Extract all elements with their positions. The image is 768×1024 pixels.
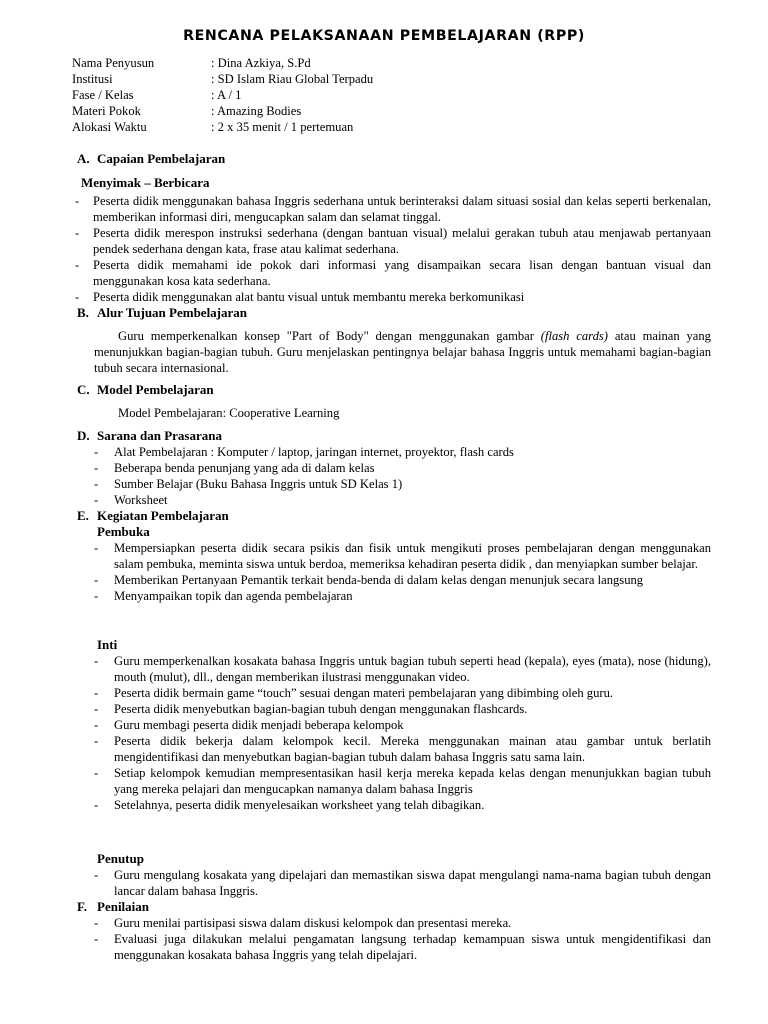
alur-paragraph: Guru memperkenalkan konsep "Part of Body" dengan menggunakan gambar (flash cards) atau mainan yang menunjukkan bagian-bagian tubuh. Guru menjelaskan pentingnya belajar bahasa Inggris untuk memahami bagian-bagian tubuh secara internasional. <box>94 329 711 375</box>
section-a-subtitle: Menyimak – Berbicara <box>81 175 210 190</box>
list-item: - Sumber Belajar (Buku Bahasa Inggris untuk SD Kelas 1) <box>94 477 403 491</box>
meta-row <box>72 87 373 103</box>
penilaian-list <box>91 915 711 963</box>
section-letter: B. <box>77 305 89 320</box>
pembuka-list <box>91 540 711 604</box>
sarana-list <box>91 444 711 508</box>
section-c-heading <box>77 382 214 398</box>
list-item: - Alat Pembelajaran : Komputer / laptop, jaringan internet, proyektor, flash cards <box>94 445 514 459</box>
meta-label: Nama Penyusun <box>72 56 155 70</box>
meta-label: Alokasi Waktu <box>72 120 147 134</box>
list-item: - Guru mengulang kosakata yang dipelajari dan memastikan siswa dapat mengulangi nama-nama bagian tubuh dengan lancar dalam bahasa Inggris. <box>94 868 711 898</box>
section-title: Sarana dan Prasarana <box>97 428 222 443</box>
meta-block <box>72 55 373 135</box>
list-item: - Peserta didik menggunakan alat bantu visual untuk membantu mereka berkomunikasi <box>75 290 525 304</box>
list-item: - Beberapa benda penunjang yang ada di dalam kelas <box>94 461 375 475</box>
inti-list <box>91 653 711 813</box>
penutup-list <box>91 867 711 899</box>
pembuka-title: Pembuka <box>97 524 150 539</box>
section-title: Kegiatan Pembelajaran <box>97 508 229 523</box>
list-item: - Worksheet <box>94 493 168 507</box>
meta-value: : A / 1 <box>211 88 242 102</box>
meta-row <box>72 71 373 87</box>
section-letter: A. <box>77 151 90 166</box>
section-title: Model Pembelajaran <box>97 382 214 397</box>
section-letter: F. <box>77 899 87 914</box>
meta-row <box>72 103 373 119</box>
section-title: Alur Tujuan Pembelajaran <box>97 305 248 320</box>
section-b-heading <box>77 305 247 321</box>
meta-value: : Amazing Bodies <box>211 104 302 118</box>
section-letter: D. <box>77 428 90 443</box>
meta-value: : 2 x 35 menit / 1 pertemuan <box>211 120 354 134</box>
inti-title: Inti <box>97 637 118 652</box>
list-item: - Evaluasi juga dilakukan melalui pengamatan langsung terhadap kemampuan siswa untuk mengidentifikasi dan menggunakan kosakata bahasa Inggris yang telah dipelajari. <box>94 932 711 962</box>
meta-row <box>72 55 373 71</box>
list-item: - Setiap kelompok kemudian mempresentasikan hasil kerja mereka kepada kelas dengan menunjukkan bagian tubuh yang mereka pelajari dan mengucapkan namanya dalam bahasa Inggris <box>94 766 711 796</box>
section-d-heading <box>77 428 222 444</box>
meta-value: : Dina Azkiya, S.Pd <box>211 56 311 70</box>
model-text: Model Pembelajaran: Cooperative Learning <box>118 406 340 420</box>
meta-row <box>72 119 373 135</box>
list-item: - Peserta didik bermain game “touch” sesuai dengan materi pembelajaran yang dibimbing oleh guru. <box>94 686 614 700</box>
list-item: - Setelahnya, peserta didik menyelesaikan worksheet yang telah dibagikan. <box>94 798 485 812</box>
meta-label: Institusi <box>72 72 113 86</box>
section-f-heading <box>77 899 149 915</box>
meta-label: Materi Pokok <box>72 104 141 118</box>
meta-label: Fase / Kelas <box>72 88 134 102</box>
section-letter: C. <box>77 382 90 397</box>
list-item: - Peserta didik bekerja dalam kelompok kecil. Mereka menggunakan mainan atau gambar untuk berlatih mengidentifikasi dan menyebutkan bagian-bagian tubuh dalam bahasa Inggris satu sama lain. <box>94 734 711 764</box>
section-letter: E. <box>77 508 89 523</box>
section-e-heading <box>77 508 229 524</box>
list-item: - Memberikan Pertanyaan Pemantik terkait benda-benda di dalam kelas dengan menunjuk secara langsung <box>94 573 644 587</box>
list-item: - Guru memperkenalkan kosakata bahasa Inggris untuk bagian tubuh seperti head (kepala), eyes (mata), nose (hidung), mouth (mulut), dll., dengan memberikan ilustrasi menggunakan video. <box>94 654 711 684</box>
list-item: - Guru menilai partisipasi siswa dalam diskusi kelompok dan presentasi mereka. <box>94 916 512 930</box>
meta-value: : SD Islam Riau Global Terpadu <box>211 72 374 86</box>
document-title: RENCANA PELAKSANAAN PEMBELAJARAN (RPP) <box>183 28 585 44</box>
list-item: - Peserta didik menggunakan bahasa Inggris sederhana untuk berinteraksi dalam situasi sosial dan kelas seperti berkenalan, memberikan informasi diri, mengucapkan salam dan selamat tinggal. <box>75 194 711 224</box>
list-item: - Guru membagi peserta didik menjadi beberapa kelompok <box>94 718 404 732</box>
section-title: Capaian Pembelajaran <box>97 151 226 166</box>
list-item: - Peserta didik menyebutkan bagian-bagian tubuh dengan menggunakan flashcards. <box>94 702 528 716</box>
list-item: - Peserta didik merespon instruksi sederhana (dengan bantuan visual) melalui gerakan tubuh atau menjawab pertanyaan pendek sederhana dengan kata, frase atau kalimat sederhana. <box>75 226 711 256</box>
penutup-title: Penutup <box>97 851 144 866</box>
section-a-heading <box>77 151 225 167</box>
list-item: - Menyampaikan topik dan agenda pembelajaran <box>94 589 353 603</box>
section-title: Penilaian <box>97 899 150 914</box>
list-item: - Peserta didik memahami ide pokok dari informasi yang disampaikan secara lisan dengan bantuan visual dan menggunakan kosa kata sederhana. <box>75 258 711 288</box>
capaian-list <box>72 193 711 305</box>
list-item: - Mempersiapkan peserta didik secara psikis dan fisik untuk mengikuti proses pembelajaran dengan menggunakan salam pembuka, meminta siswa untuk berdoa, memeriksa kehadiran peserta didik , dan menyiapkan sumber belajar. <box>94 541 711 571</box>
